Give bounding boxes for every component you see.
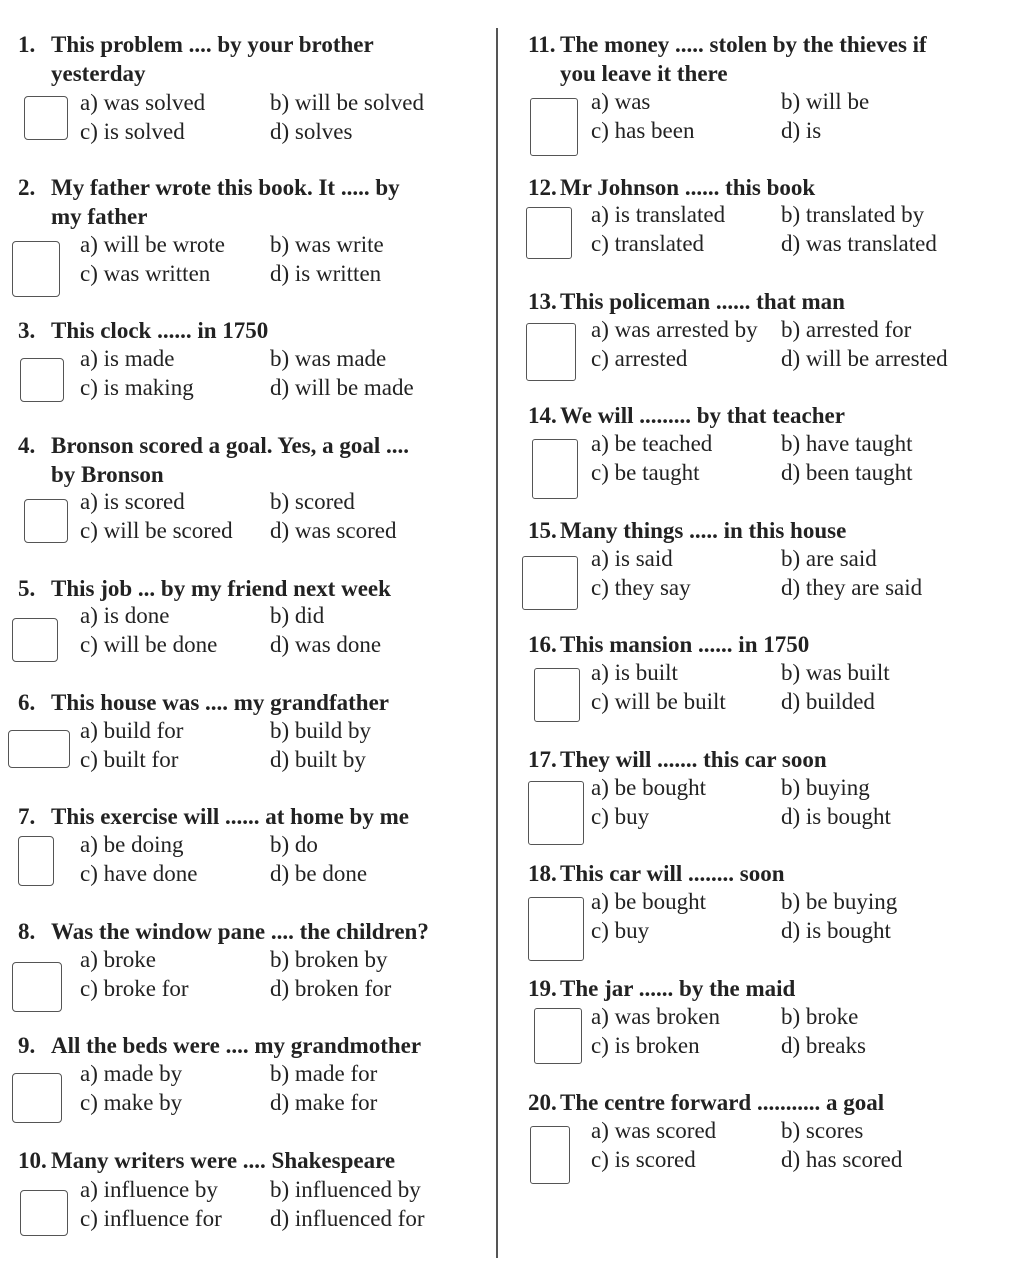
question-3 (18, 316, 508, 400)
option-c[interactable]: c) has been (591, 118, 695, 143)
question-8 (18, 917, 508, 1001)
option-a[interactable]: a) was arrested by (591, 317, 758, 342)
option-a[interactable]: a) is translated (591, 202, 726, 227)
option-d[interactable]: d) was translated (781, 231, 937, 256)
question-7 (18, 802, 508, 886)
option-d[interactable]: d) will be arrested (781, 346, 948, 371)
question-text: 2. My father wrote this book. It ..... by my father (18, 175, 400, 229)
right-column (510, 0, 1000, 1280)
option-a[interactable]: a) build for (80, 718, 184, 743)
option-b[interactable]: b) build by (270, 718, 371, 743)
option-a[interactable]: a) be teached (591, 431, 713, 456)
question-text: 19. The jar ...... by the maid (528, 976, 796, 1001)
option-b[interactable]: b) arrested for (781, 317, 912, 342)
option-a[interactable]: a) is done (80, 603, 170, 628)
options (591, 1116, 1021, 1174)
question-20 (528, 1088, 1018, 1172)
option-b[interactable]: b) scored (270, 489, 355, 514)
question-text: 1. This problem .... by your brother yesterday (18, 32, 374, 86)
answer-box[interactable] (12, 962, 62, 1012)
options (80, 601, 510, 659)
answer-box[interactable] (24, 499, 68, 543)
question-number: 17. (528, 747, 557, 772)
option-b[interactable]: b) was write (270, 232, 384, 257)
question-18 (528, 859, 1018, 943)
question-text: 12. Mr Johnson ...... this book (528, 175, 816, 200)
question-text: 4. Bronson scored a goal. Yes, a goal .... by Bronson (18, 433, 410, 487)
answer-box[interactable] (12, 1073, 62, 1123)
question-text: 11. The money ..... stolen by the thieves if you leave it there (528, 32, 927, 86)
answer-box[interactable] (534, 668, 580, 722)
question-number: 7. (18, 804, 36, 829)
option-c[interactable]: c) is scored (591, 1147, 696, 1172)
question-12 (528, 173, 1018, 256)
option-d[interactable]: d) has scored (781, 1147, 903, 1172)
option-c[interactable]: c) will be built (591, 689, 726, 714)
question-text: 15. Many things ..... in this house (528, 518, 847, 543)
answer-box[interactable] (20, 358, 64, 402)
option-b[interactable]: b) broke (781, 1004, 859, 1029)
option-b[interactable]: b) have taught (781, 431, 913, 456)
question-19 (528, 974, 1018, 1058)
question-number: 9. (18, 1033, 36, 1058)
options (80, 88, 510, 146)
question-number: 11. (528, 32, 556, 57)
option-b[interactable]: b) broken by (270, 947, 388, 972)
option-c[interactable]: c) make by (80, 1090, 183, 1115)
option-c[interactable]: c) arrested (591, 346, 688, 371)
options (591, 315, 1021, 373)
question-text: 18. This car will ........ soon (528, 861, 785, 886)
option-a[interactable]: a) was solved (80, 90, 206, 115)
option-a[interactable]: a) was scored (591, 1118, 717, 1143)
question-5 (18, 574, 508, 657)
option-c[interactable]: c) buy (591, 804, 650, 829)
question-number: 16. (528, 632, 557, 657)
option-b[interactable]: b) are said (781, 546, 877, 571)
answer-box[interactable] (522, 556, 578, 610)
options (591, 544, 1021, 602)
options (591, 1002, 1021, 1060)
option-d[interactable]: d) is (781, 118, 822, 143)
option-d[interactable]: d) been taught (781, 460, 913, 485)
question-13 (528, 287, 1018, 371)
option-d[interactable]: d) built by (270, 747, 366, 772)
question-number: 6. (18, 690, 36, 715)
option-c[interactable]: c) buy (591, 918, 650, 943)
answer-box[interactable] (530, 1126, 570, 1184)
question-4 (18, 431, 508, 543)
question-number: 15. (528, 518, 557, 543)
option-a[interactable]: a) will be wrote (80, 232, 225, 257)
answer-box[interactable] (528, 897, 584, 961)
question-number: 14. (528, 403, 557, 428)
option-d[interactable]: d) is bought (781, 918, 891, 943)
question-number: 18. (528, 861, 557, 886)
options (80, 230, 510, 288)
option-a[interactable]: a) is scored (80, 489, 185, 514)
option-b[interactable]: b) was built (781, 660, 890, 685)
question-15 (528, 516, 1018, 600)
answer-box[interactable] (12, 241, 60, 297)
answer-box[interactable] (534, 1008, 582, 1064)
question-number: 13. (528, 289, 557, 314)
question-number: 10. (18, 1148, 47, 1173)
answer-box[interactable] (12, 618, 58, 662)
option-b[interactable]: b) scores (781, 1118, 864, 1143)
answer-box[interactable] (532, 439, 578, 499)
option-b[interactable]: b) will be solved (270, 90, 424, 115)
option-d[interactable]: d) solves (270, 119, 353, 144)
option-b[interactable]: b) will be (781, 89, 870, 114)
question-text: 20. The centre forward ........... a goal (528, 1090, 885, 1115)
options (591, 200, 1021, 258)
question-text: 6. This house was .... my grandfather (18, 690, 390, 715)
option-a[interactable]: a) broke (80, 947, 156, 972)
option-d[interactable]: d) broken for (270, 976, 392, 1001)
option-d[interactable]: d) be done (270, 861, 368, 886)
option-c[interactable]: c) was written (80, 261, 211, 286)
option-a[interactable]: a) was broken (591, 1004, 721, 1029)
option-c[interactable]: c) broke for (80, 976, 189, 1001)
question-number: 19. (528, 976, 557, 1001)
option-d[interactable]: d) was done (270, 632, 382, 657)
option-d[interactable]: d) is bought (781, 804, 891, 829)
question-number: 4. (18, 433, 36, 458)
option-a[interactable]: a) is made (80, 346, 175, 371)
option-b[interactable]: b) influenced by (270, 1177, 421, 1202)
options (80, 830, 510, 888)
option-c[interactable]: c) is making (80, 375, 194, 400)
option-d[interactable]: d) builded (781, 689, 875, 714)
options (591, 887, 1021, 945)
question-text: 7. This exercise will ...... at home by me (18, 804, 409, 829)
option-c[interactable]: c) built for (80, 747, 179, 772)
answer-box[interactable] (526, 207, 572, 259)
answer-box[interactable] (528, 781, 584, 845)
question-number: 12. (528, 175, 557, 200)
question-number: 5. (18, 576, 36, 601)
question-2 (18, 173, 508, 286)
answer-box[interactable] (8, 730, 70, 768)
question-11 (528, 30, 1018, 143)
options (80, 945, 510, 1003)
answer-box[interactable] (530, 98, 578, 156)
answer-box[interactable] (18, 836, 54, 886)
question-9 (18, 1031, 508, 1115)
option-c[interactable]: c) is solved (80, 119, 185, 144)
question-1 (18, 30, 508, 144)
option-a[interactable]: a) made by (80, 1061, 183, 1086)
option-a[interactable]: a) be bought (591, 889, 706, 914)
question-text: 13. This policeman ...... that man (528, 289, 845, 314)
question-number: 20. (528, 1090, 557, 1115)
options (591, 773, 1021, 831)
question-text: 9. All the beds were .... my grandmother (18, 1033, 422, 1058)
options (80, 716, 510, 774)
option-a[interactable]: a) be doing (80, 832, 184, 857)
options (80, 1175, 510, 1233)
option-c[interactable]: c) have done (80, 861, 198, 886)
option-b[interactable]: b) translated by (781, 202, 925, 227)
option-b[interactable]: b) do (270, 832, 318, 857)
option-c[interactable]: c) be taught (591, 460, 700, 485)
option-b[interactable]: b) made for (270, 1061, 378, 1086)
option-d[interactable]: d) influenced for (270, 1206, 425, 1231)
answer-box[interactable] (20, 1190, 68, 1236)
option-d[interactable]: d) will be made (270, 375, 414, 400)
question-14 (528, 401, 1018, 485)
option-d[interactable]: d) they are said (781, 575, 923, 600)
question-number: 2. (18, 175, 36, 200)
question-number: 1. (18, 32, 36, 57)
question-16 (528, 630, 1018, 714)
option-d[interactable]: d) make for (270, 1090, 378, 1115)
option-d[interactable]: d) breaks (781, 1033, 866, 1058)
question-text: 10. Many writers were .... Shakespeare (18, 1148, 396, 1173)
option-c[interactable]: c) will be done (80, 632, 218, 657)
options (591, 658, 1021, 716)
question-number: 3. (18, 318, 36, 343)
left-column (0, 0, 490, 1280)
option-b[interactable]: b) was made (270, 346, 387, 371)
question-10 (18, 1146, 508, 1231)
option-a[interactable]: a) be bought (591, 775, 706, 800)
question-text: 5. This job ... by my friend next week (18, 576, 391, 601)
option-c[interactable]: c) translated (591, 231, 705, 256)
option-c[interactable]: c) influence for (80, 1206, 222, 1231)
option-c[interactable]: c) is broken (591, 1033, 700, 1058)
question-text: 8. Was the window pane .... the children? (18, 919, 429, 944)
options (80, 344, 510, 402)
question-text: 3. This clock ...... in 1750 (18, 318, 269, 343)
answer-box[interactable] (526, 323, 576, 381)
question-text: 17. They will ....... this car soon (528, 747, 827, 772)
option-d[interactable]: d) is written (270, 261, 382, 286)
option-a[interactable]: a) was (591, 89, 651, 114)
question-17 (528, 745, 1018, 829)
option-b[interactable]: b) did (270, 603, 325, 628)
option-b[interactable]: b) be buying (781, 889, 898, 914)
question-text: 16. This mansion ...... in 1750 (528, 632, 810, 657)
question-number: 8. (18, 919, 36, 944)
option-b[interactable]: b) buying (781, 775, 870, 800)
option-a[interactable]: a) influence by (80, 1177, 218, 1202)
option-a[interactable]: a) is built (591, 660, 678, 685)
option-c[interactable]: c) they say (591, 575, 691, 600)
options (80, 1059, 510, 1117)
option-d[interactable]: d) was scored (270, 518, 397, 543)
option-a[interactable]: a) is said (591, 546, 673, 571)
question-6 (18, 688, 508, 772)
answer-box[interactable] (24, 96, 68, 140)
options (80, 487, 510, 545)
options (591, 87, 1021, 145)
question-text: 14. We will ......... by that teacher (528, 403, 845, 428)
option-c[interactable]: c) will be scored (80, 518, 233, 543)
options (591, 429, 1021, 487)
